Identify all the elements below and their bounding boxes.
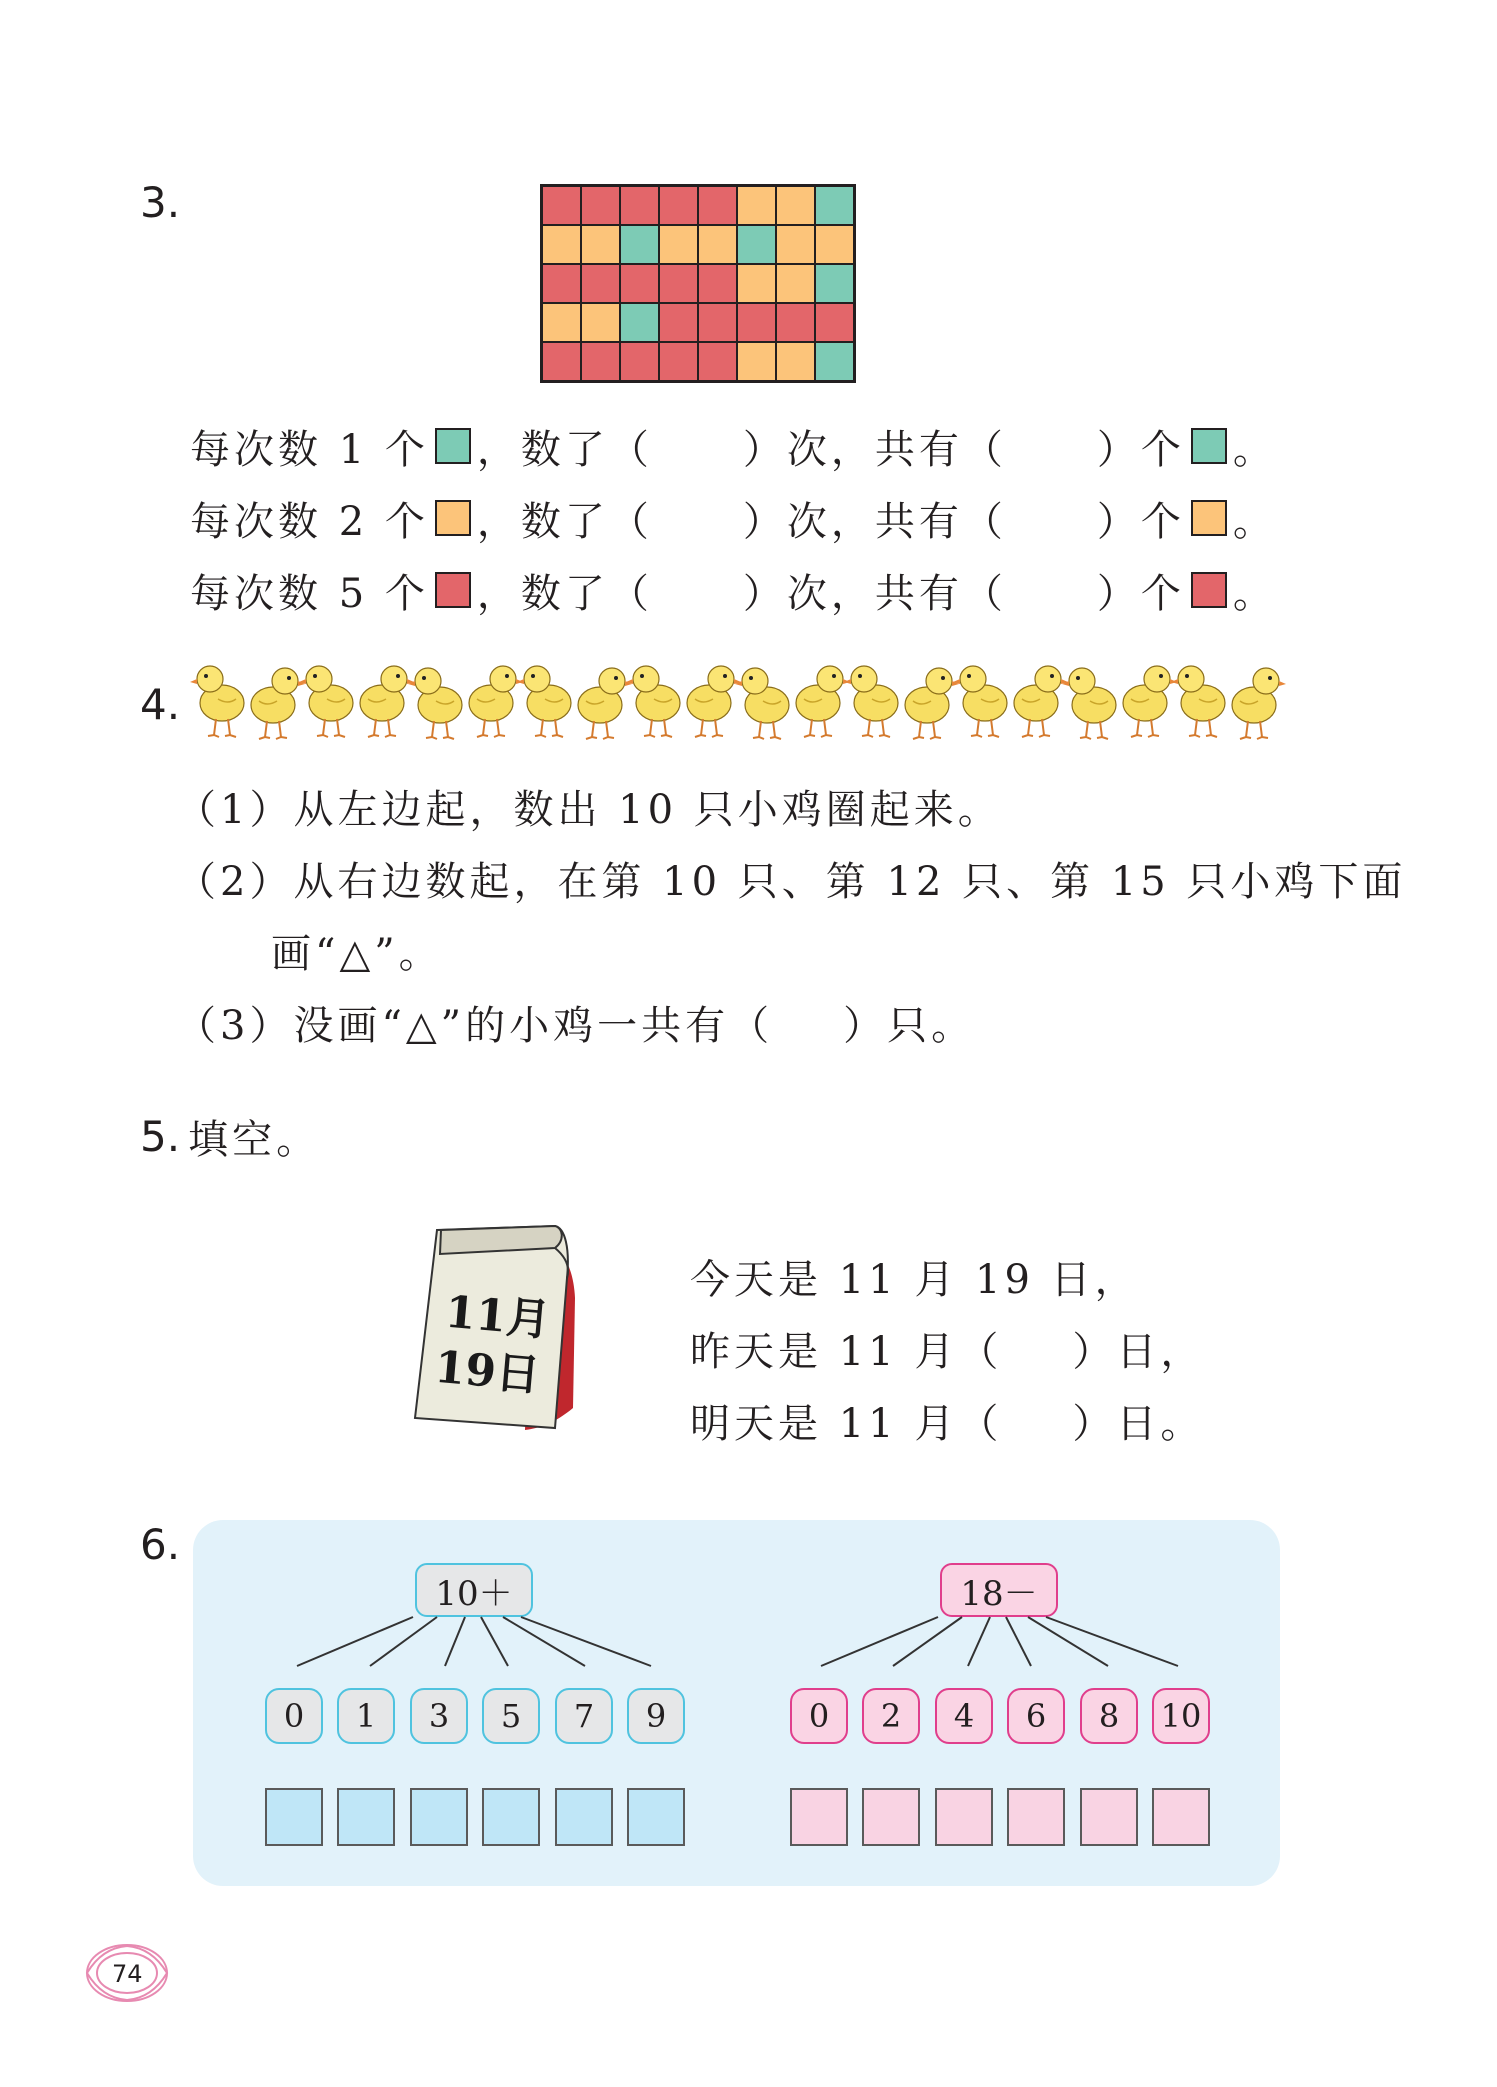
- red-grid-cell: [620, 186, 659, 225]
- question-6-number: 6.: [140, 1520, 181, 1569]
- right-answer-box[interactable]: [935, 1788, 993, 1846]
- yellow-grid-cell: [776, 342, 815, 381]
- red-grid-cell: [581, 186, 620, 225]
- yellow-grid-cell: [776, 264, 815, 303]
- left-answer-box[interactable]: [265, 1788, 323, 1846]
- q3-line-2-text-a: ，数了（: [476, 498, 653, 545]
- yellow-grid-cell: [581, 303, 620, 342]
- yellow-grid-cell: [542, 303, 581, 342]
- q3-line-1-end: 。: [1232, 426, 1277, 473]
- green-grid-cell: [620, 225, 659, 264]
- q3-line-1-prefix: 每次数 1 个: [190, 426, 429, 473]
- q5-yesterday: 昨天是 11 月（: [690, 1328, 1003, 1375]
- yellow-square-icon: [435, 500, 471, 536]
- yellow-grid-cell: [815, 225, 854, 264]
- red-grid-cell: [698, 186, 737, 225]
- right-number-chip: 0: [790, 1688, 848, 1744]
- right-number-chip: 2: [862, 1688, 920, 1744]
- right-answer-box[interactable]: [1080, 1788, 1138, 1846]
- q3-line-3-prefix: 每次数 5 个: [190, 570, 429, 617]
- yellow-grid-cell: [737, 186, 776, 225]
- right-answer-box[interactable]: [1007, 1788, 1065, 1846]
- yellow-square-icon: [1191, 500, 1227, 536]
- q4-item-2-cont: 画“△”。: [271, 930, 443, 977]
- right-answer-box[interactable]: [862, 1788, 920, 1846]
- red-grid-cell: [620, 264, 659, 303]
- red-grid-cell: [620, 342, 659, 381]
- question-5-title: 填空。: [188, 1117, 321, 1163]
- red-grid-cell: [659, 186, 698, 225]
- question-4-number: 4.: [140, 680, 181, 729]
- left-number-chip: 3: [410, 1688, 468, 1744]
- red-grid-cell: [815, 303, 854, 342]
- right-number-chip: 4: [935, 1688, 993, 1744]
- red-grid-cell: [659, 303, 698, 342]
- question-3-lines: [190, 410, 1277, 626]
- q4-item-2: （2）从右边数起，在第 10 只、第 12 只、第 15 只小鸡下面: [176, 858, 1407, 905]
- left-answer-box[interactable]: [555, 1788, 613, 1846]
- yellow-grid-cell: [542, 225, 581, 264]
- right-number-chip: 8: [1080, 1688, 1138, 1744]
- yellow-grid-cell: [698, 225, 737, 264]
- green-grid-cell: [815, 264, 854, 303]
- red-grid-cell: [542, 342, 581, 381]
- left-number-chip: 1: [337, 1688, 395, 1744]
- red-grid-cell: [737, 303, 776, 342]
- chick-row: [188, 655, 1278, 745]
- yellow-grid-cell: [659, 225, 698, 264]
- q4-item-3: （3）没画“△”的小鸡一共有（: [176, 1002, 774, 1049]
- q3-line-1-text-a: ，数了（: [476, 426, 653, 473]
- question-5-number: 5.: [140, 1112, 181, 1161]
- q3-line-3-text-c: ）个: [1096, 570, 1185, 617]
- q5-tomorrow-end: ）日。: [1072, 1400, 1205, 1447]
- green-grid-cell: [737, 225, 776, 264]
- left-number-chip: 0: [265, 1688, 323, 1744]
- question-5-header: [140, 1108, 320, 1165]
- q3-line-3-text-b: ）次，共有（: [742, 570, 1007, 617]
- q3-line-2-text-c: ）个: [1096, 498, 1185, 545]
- red-grid-cell: [542, 264, 581, 303]
- yellow-grid-cell: [776, 186, 815, 225]
- left-number-chip: 5: [482, 1688, 540, 1744]
- q5-today: 今天是 11 月 19 日，: [690, 1256, 1139, 1303]
- q3-line-1-text-c: ）个: [1096, 426, 1185, 473]
- q3-line-3-end: 。: [1232, 570, 1277, 617]
- yellow-grid-cell: [737, 342, 776, 381]
- green-grid-cell: [620, 303, 659, 342]
- red-grid-cell: [659, 264, 698, 303]
- q3-line-1: [190, 410, 1277, 482]
- question-4-items: [176, 770, 1406, 1058]
- right-operator-header: 18－: [940, 1563, 1058, 1617]
- yellow-grid-cell: [776, 225, 815, 264]
- q5-tomorrow: 明天是 11 月（: [690, 1400, 1003, 1447]
- calendar-day: 19日: [432, 1341, 542, 1402]
- left-answer-box[interactable]: [410, 1788, 468, 1846]
- q3-line-2: [190, 482, 1277, 554]
- green-square-icon: [435, 428, 471, 464]
- right-number-chip: 6: [1007, 1688, 1065, 1744]
- red-grid-cell: [659, 342, 698, 381]
- left-operator-header: 10＋: [415, 1563, 533, 1617]
- page-number: 74: [112, 1960, 143, 1988]
- q3-line-1-text-b: ）次，共有（: [742, 426, 1007, 473]
- yellow-grid-cell: [581, 225, 620, 264]
- right-answer-box[interactable]: [790, 1788, 848, 1846]
- red-grid-cell: [698, 342, 737, 381]
- q5-yesterday-end: ）日，: [1072, 1328, 1205, 1375]
- q4-item-3-end: ）只。: [843, 1002, 976, 1049]
- question-3-number: 3.: [140, 178, 181, 227]
- left-number-chip: 7: [555, 1688, 613, 1744]
- chick-icon: [1224, 657, 1288, 745]
- red-square-icon: [1191, 572, 1227, 608]
- red-grid-cell: [542, 186, 581, 225]
- green-grid-cell: [815, 342, 854, 381]
- q3-line-2-end: 。: [1232, 498, 1277, 545]
- q3-line-3-text-a: ，数了（: [476, 570, 653, 617]
- left-answer-box[interactable]: [627, 1788, 685, 1846]
- red-grid-cell: [698, 303, 737, 342]
- right-answer-box[interactable]: [1152, 1788, 1210, 1846]
- question-5-lines: [690, 1240, 1204, 1456]
- yellow-grid-cell: [737, 264, 776, 303]
- q3-line-2-prefix: 每次数 2 个: [190, 498, 429, 545]
- calendar-month: 11月: [443, 1286, 553, 1347]
- color-square-grid: [540, 184, 856, 383]
- red-grid-cell: [581, 264, 620, 303]
- left-answer-box[interactable]: [482, 1788, 540, 1846]
- green-square-icon: [1191, 428, 1227, 464]
- right-number-chip: 10: [1152, 1688, 1210, 1744]
- q3-line-3: [190, 554, 1277, 626]
- left-number-chip: 9: [627, 1688, 685, 1744]
- calendar-icon: [405, 1218, 590, 1443]
- red-grid-cell: [581, 342, 620, 381]
- q3-line-2-text-b: ）次，共有（: [742, 498, 1007, 545]
- left-answer-box[interactable]: [337, 1788, 395, 1846]
- red-grid-cell: [776, 303, 815, 342]
- red-grid-cell: [698, 264, 737, 303]
- green-grid-cell: [815, 186, 854, 225]
- q4-item-1: （1）从左边起，数出 10 只小鸡圈起来。: [176, 786, 1002, 833]
- red-square-icon: [435, 572, 471, 608]
